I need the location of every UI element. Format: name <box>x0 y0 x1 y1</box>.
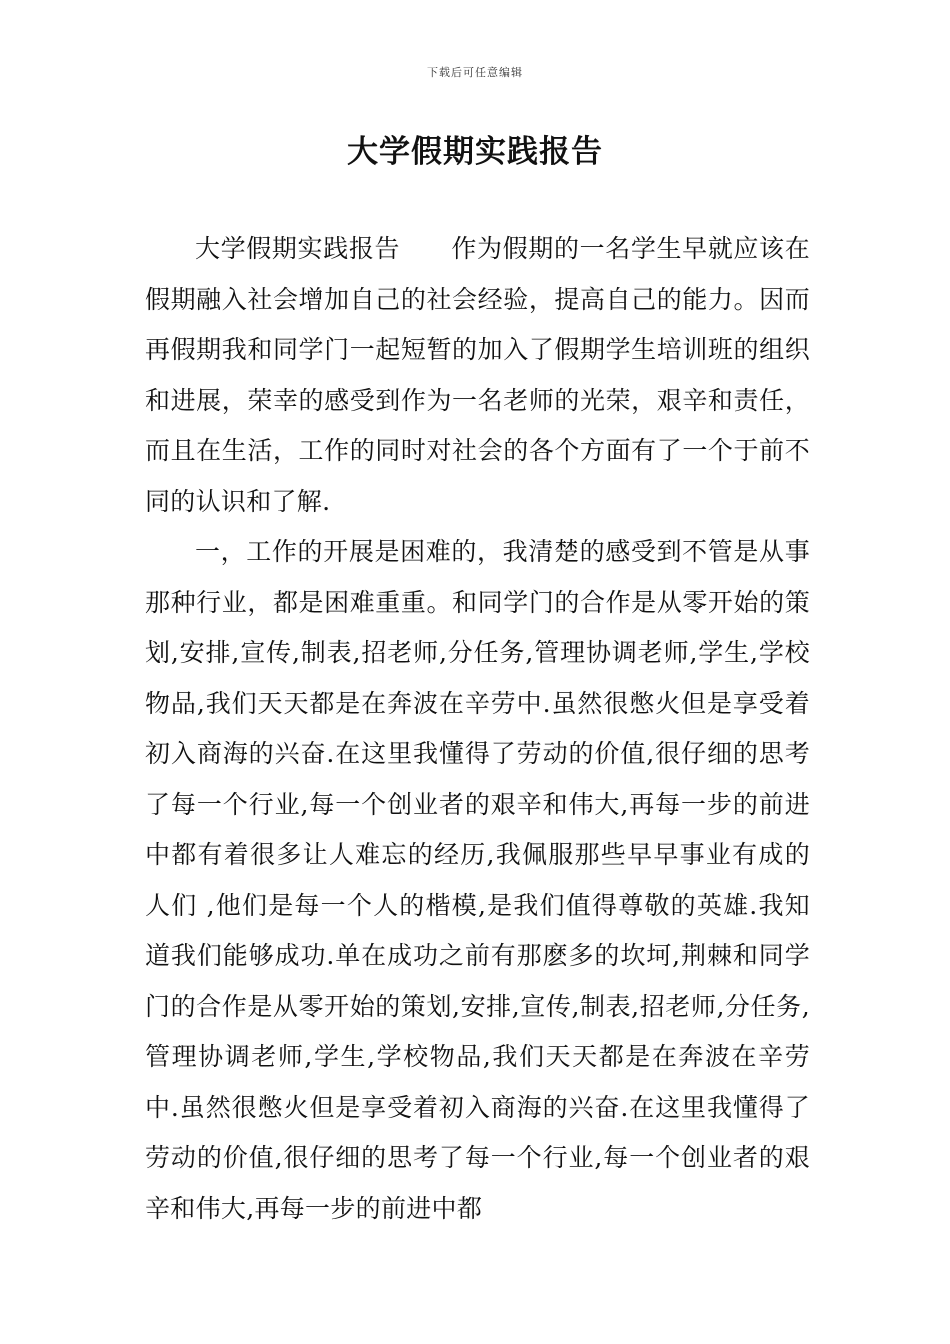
page-title: 大学假期实践报告 <box>347 134 603 170</box>
header-note: 下载后可任意编辑 <box>427 66 523 79</box>
paragraph-intro: 大学假期实践报告 作为假期的一名学生早就应该在假期融入社会增加自己的社会经验，提高自己的能力。因而再假期我和同学门一起短暂的加入了假期学生培训班的组织和进展，荣幸的感受到作为一名老师的光荣，艰辛和责任，而且在生活，工作的同时对社会的各个方面有了一个于前不同的认识和了解. <box>145 234 810 516</box>
paragraph-section-one: 一，工作的开展是困难的，我清楚的感受到不管是从事那种行业，都是困难重重。和同学门的合作是从零开始的策划,安排,宣传,制表,招老师,分任务,管理协调老师,学生,学校物品,我们天天都是在奔波在辛劳中.虽然很憋火但是享受着初入商海的兴奋.在这里我懂得了劳动的价值,很仔细的思考了每一个行业,每一个创业者的艰辛和伟大,再每一步的前进中都有着很多让人难忘的经历,我佩服那些早早事业有成的人们 ,他们是每一个人的楷模,是我们值得尊敬的英雄.我知道我们能够成功.单在成功之前有那麽多的坎坷,荆棘和同学门的合作是从零开始的策划,安排,宣传,制表,招老师,分任务,管理协调老师,学生,学校物品,我们天天都是在奔波在辛劳中.虽然很憋火但是享受着初入商海的兴奋.在这里我懂得了劳动的价值,很仔细的思考了每一个行业,每一个创业者的艰辛和伟大,再每一步的前进中都 <box>145 537 810 1223</box>
document-body <box>145 224 810 1234</box>
